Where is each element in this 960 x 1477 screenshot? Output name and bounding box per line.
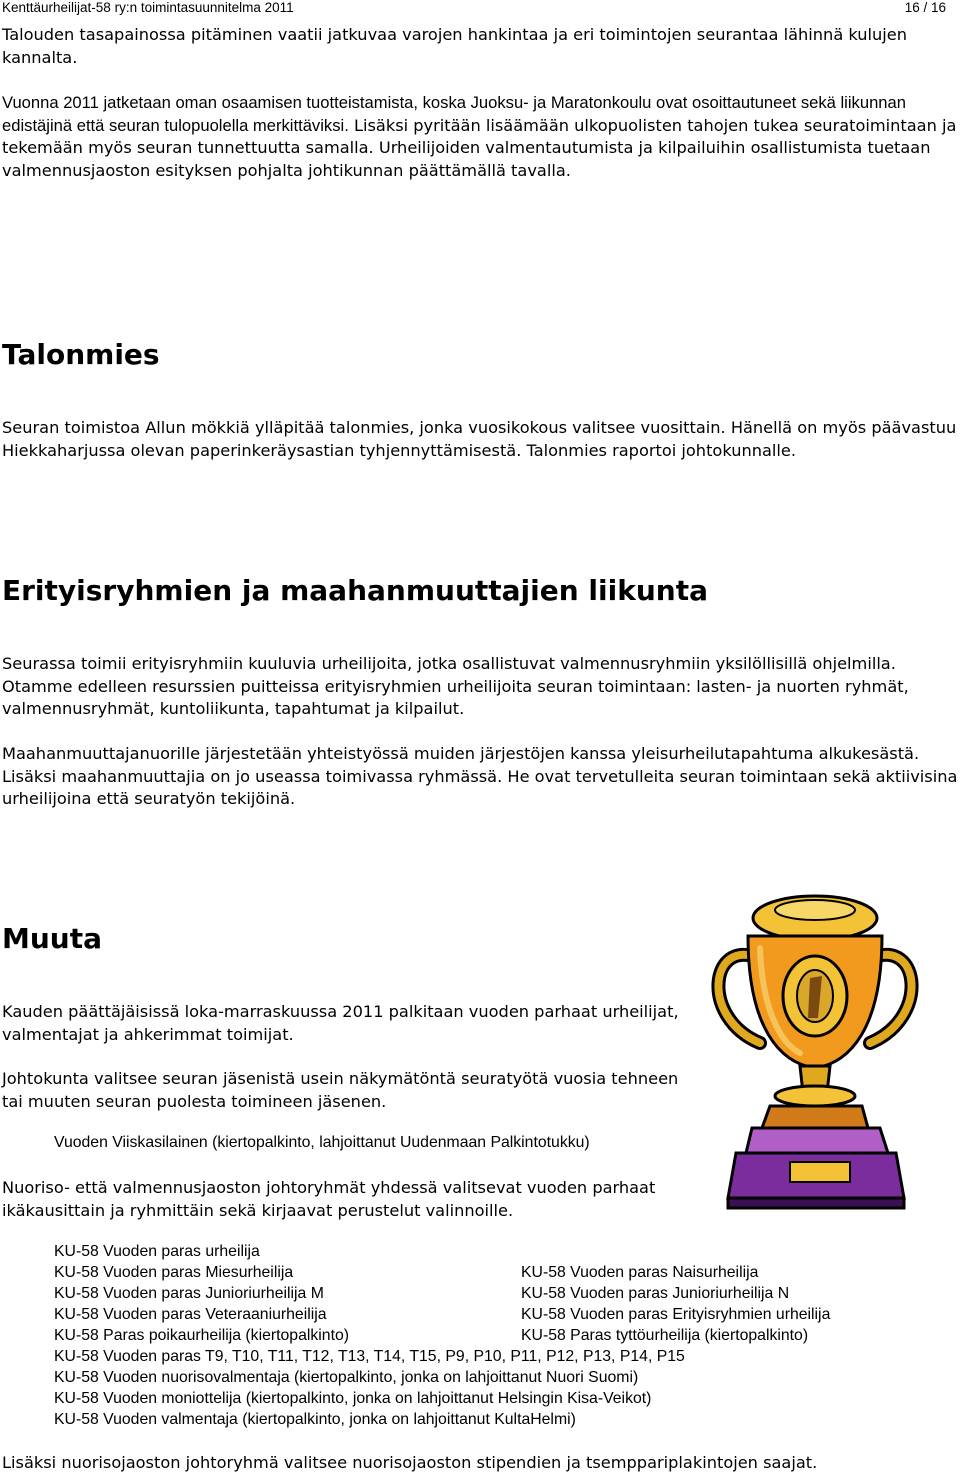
document-title: Kenttäurheilijat-58 ry:n toimintasuunnitelma 2011 (2, 0, 294, 15)
award-left: KU-58 Vuoden paras Veteraaniurheilija (54, 1306, 327, 1323)
talonmies-paragraph: Seuran toimistoa Allun mökkiä ylläpitää talonmies, jonka vuosikokous valitsee vuosittain. Hänellä on myös päävastuu Hiekkaharjussa olevan paperinkeräysastian tyhjennyttämisestä. Talonmies raportoi johtokunnalle. (2, 418, 957, 460)
heading-muuta: Muuta (2, 922, 103, 955)
list-item (54, 1409, 954, 1430)
award-left: KU-58 Paras poikaurheilija (kiertopalkinto) (54, 1327, 350, 1344)
awards-list (54, 1241, 954, 1430)
award-left: KU-58 Vuoden nuorisovalmentaja (kiertopalkinto, jonka on lahjoittanut Nuori Suomi) (54, 1369, 639, 1386)
erityis-paragraph-2: Maahanmuuttajanuorille järjestetään yhteistyössä muiden järjestöjen kanssa yleisurheilutapahtuma alkukesästä. Lisäksi maahanmuuttajia on jo useassa toimivassa ryhmässä. He ovat tervetulleita seuran toimintaan sekä aktiivisina urheilijoina että seuratyön tekijöinä. (2, 744, 958, 809)
list-item (54, 1262, 954, 1283)
page-number: 16 / 16 (904, 0, 946, 15)
award-left: KU-58 Vuoden paras Junioriurheilija M (54, 1285, 324, 1302)
final-paragraph: Lisäksi nuorisojaoston johtoryhmä valitsee nuorisojaoston stipendien ja tsemppariplakintojen saajat. (2, 1453, 818, 1472)
list-item (54, 1346, 954, 1367)
intro-paragraph-2 (2, 92, 958, 182)
list-item (54, 1388, 954, 1409)
page-header (2, 0, 958, 16)
award-left: KU-58 Vuoden paras urheilija (54, 1243, 260, 1260)
intro-paragraph-1: Talouden tasapainossa pitäminen vaatii jatkuvaa varojen hankintaa ja eri toimintojen seurantaa lähinnä kulujen kannalta. (2, 25, 907, 67)
award-right: KU-58 Vuoden paras Erityisryhmien urheilija (521, 1306, 831, 1323)
heading-erityisryhmat: Erityisryhmien ja maahanmuuttajien liikunta (2, 574, 708, 607)
list-item (54, 1304, 954, 1325)
award-left: KU-58 Vuoden paras T9, T10, T11, T12, T13, T14, T15, P9, P10, P11, P12, P13, P14, P15 (54, 1348, 685, 1365)
muuta-paragraph-3: Nuoriso- että valmennusjaoston johtoryhmät yhdessä valitsevat vuoden parhaat ikäkausittain ja ryhmittäin sekä kirjaavat perustelut valinnoille. (2, 1178, 656, 1220)
muuta-paragraph-1: Kauden päättäjäisissä loka-marraskuussa 2011 palkitaan vuoden parhaat urheilijat, valmentajat ja ahkerimmat toimijat. (2, 1002, 679, 1044)
heading-talonmies: Talonmies (2, 338, 160, 371)
award-left: KU-58 Vuoden moniottelija (kiertopalkinto, jonka on lahjoittanut Helsingin Kisa-Veikot) (54, 1390, 652, 1407)
award-right: KU-58 Vuoden paras Junioriurheilija N (521, 1285, 790, 1302)
list-item (54, 1283, 954, 1304)
muuta-paragraph-2: Johtokunta valitsee seuran jäsenistä usein näkymätöntä seuratyötä vuosia tehneen tai muuten seuran puolesta toimineen jäsenen. (2, 1069, 679, 1111)
list-item (54, 1241, 954, 1262)
list-item (54, 1367, 954, 1388)
award-left: KU-58 Vuoden valmentaja (kiertopalkinto, jonka on lahjoittanut KultaHelmi) (54, 1411, 576, 1428)
award-right: KU-58 Vuoden paras Naisurheilija (521, 1264, 759, 1281)
erityis-paragraph-1: Seurassa toimii erityisryhmiin kuuluvia urheilijoita, jotka osallistuvat valmennusryhmiin yksilöllisillä ohjelmilla. Otamme edelleen resurssien puitteissa erityisryhmien urheilijoita seuran toimintaan: lasten- ja nuorten ryhmät, valmennusryhmät, kuntoliikunta, tapahtumat ja kilpailut. (2, 654, 909, 719)
intro-paragraph-2-part-b: Lisäksi pyritään lisäämään ulkopuolisten tahojen tukea seuratoimintaan ja tekemään myös seuran tunnettuutta samalla. Urheilijoiden valmentautumista ja kilpailuihin osallistumista tuetaan valmennusjaoston esityksen pohjalta johtikunnan päättämällä tavalla. (2, 115, 957, 180)
award-left: KU-58 Vuoden paras Miesurheilija (54, 1264, 294, 1281)
trophy-icon (700, 878, 930, 1216)
list-item: Vuoden Viiskasilainen (kiertopalkinto, lahjoittanut Uudenmaan Palkintotukku) (54, 1134, 590, 1151)
award-right: KU-58 Paras tyttöurheilija (kiertopalkinto) (521, 1327, 809, 1344)
list-item (54, 1325, 954, 1346)
intro-paragraph-2-part-a: Vuonna 2011 jatketaan oman osaamisen tuotteistamista, koska Juoksu- ja Maratonkoulu ovat osoittautuneet sekä liikunnan edistäjinä että seuran tulopuolella merkittäviksi. (2, 93, 906, 135)
